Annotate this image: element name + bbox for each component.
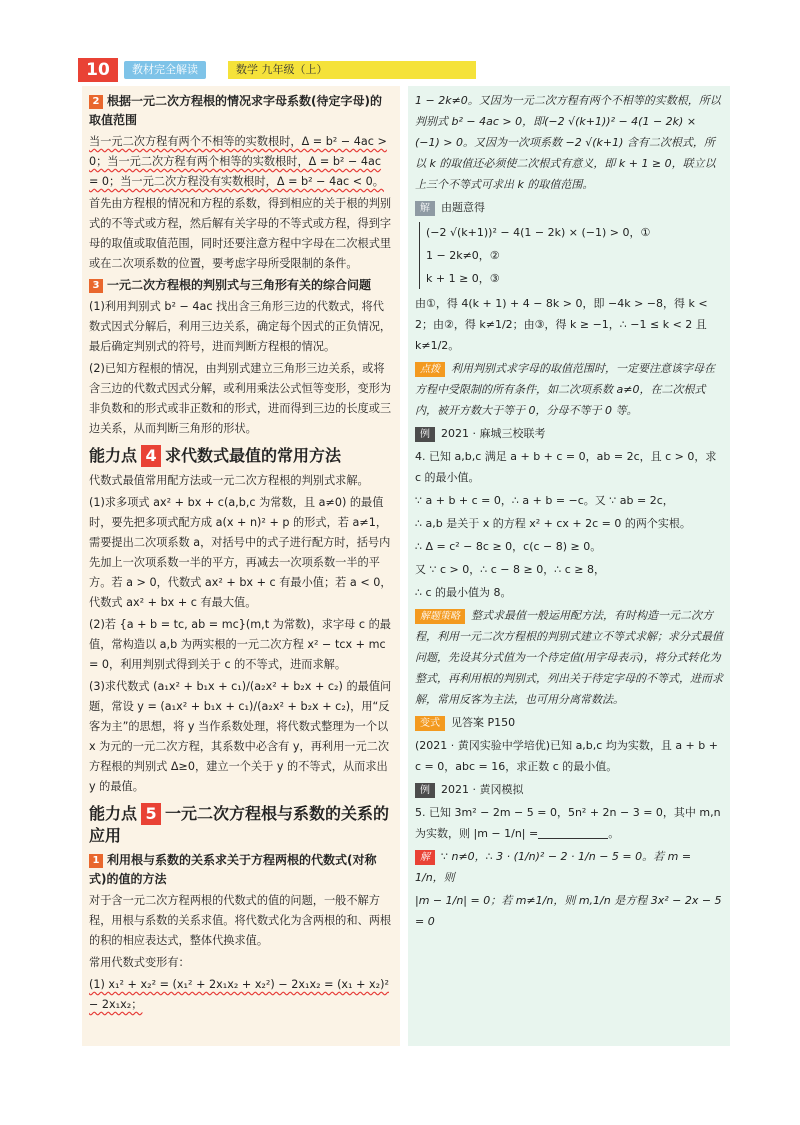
ability-number: 4 — [141, 445, 161, 467]
tip-label: 点拨 — [415, 362, 445, 377]
paragraph: 常用代数式变形有： — [89, 956, 190, 969]
page-number: 10 — [78, 58, 118, 82]
paragraph: (3)求代数式 (a₁x² + b₁x + c₁)/(a₂x² + b₂x + c₂) 的最值问题，常设 y = (a₁x² + b₁x + c₁)/(a₂x² + b₂x + c₂)，用“反客为主”的思想，将 y 当作系数处理，将代数式整理为一个以 x 为元的一元二次方程，其系数中必含有 y，再利用一元二次方程根的判别式 Δ≥0，建立一个关于 y 的不等式，从而求出 y 的最值。 — [89, 680, 392, 793]
ability-point-heading: 能力点 5 一元二次方程根与系数的关系的应用 — [89, 804, 390, 845]
paragraph: 1 − 2k≠0。又因为一元二次方程有两个不相等的实数根，所以判别式 b² − 4ac > 0，即(−2 √(k+1))² − 4(1 − 2k) × (−1) > 0。又因为一次项系数 −2 √(k+1) 含有二次根式，所以 k 的取值还必须使二次根式有意义，即 k + 1 ≥ 0，联立以上三个不等式可求出 k 的取值范围。 — [415, 94, 721, 191]
formula: (1) x₁² + x₂² = (x₁² + 2x₁x₂ + x₂²) − 2x₁x₂ = (x₁ + x₂)² − 2x₁x₂； — [89, 978, 389, 1011]
example-question: 5. 已知 3m² − 2m − 5 = 0，5n² + 2n − 3 = 0，其中 m,n 为实数，则 |m − 1/n| = 。 — [415, 806, 721, 840]
ability-number: 5 — [141, 803, 161, 825]
strategy-label: 解题策略 — [415, 609, 465, 624]
right-column — [408, 86, 730, 1046]
solution-label: 解 — [415, 201, 435, 216]
tip: 点拨 利用判别式求字母的取值范围时，一定要注意该字母在方程中受限制的所有条件，如二次项系数 a≠0，在二次根式内，被开方数大于等于 0，分母不等于 0 等。 — [415, 362, 715, 417]
variant-heading: 变式 见答案 P150 — [415, 712, 723, 733]
page-header — [78, 58, 678, 82]
solution-line: 解 ∵ n≠0，∴ 3 · (1/n)² − 2 · 1/n − 5 = 0。若 m = 1/n，则 — [415, 850, 692, 884]
paragraph: 由①，得 4(k + 1) + 4 − 8k > 0，即 −4k > −8，得 k < 2；由②，得 k≠1/2；由③，得 k ≥ −1，∴ −1 ≤ k < 2 且 k≠1/2。 — [415, 297, 708, 352]
strategy: 解题策略 整式求最值一般运用配方法，有时构造一元二次方程，利用一元二次方程根的判别式建立不等式求解；求分式最值问题，先设其分式值为一个待定值(用字母表示)，将分式转化为整式，再利用根的判别式，列出关于待定字母的不等式，进而求解，常用反客为主法，也可用分离常数法。 — [415, 609, 723, 706]
example-question: 4. 已知 a,b,c 满足 a + b + c = 0，ab = 2c，且 c > 0，求 c 的最小值。 — [415, 450, 717, 484]
left-column — [82, 86, 400, 1046]
paragraph: (1)求多项式 ax² + bx + c(a,b,c 为常数，且 a≠0) 的最值时，要先把多项式配方成 a(x + n)² + p 的形式，若 a≠1，需要提出二次项系数 a，对括号中的式子进行配方时，括号内先加上一次项系数一半的平方，再减去一次项系数一半的平方。若 a > 0，代数式 ax² + bx + c 有最小值；若 a < 0，代数式 ax² + bx + c 有最大值。 — [89, 496, 392, 609]
equation: (−2 √(k+1))² − 4(1 − 2k) × (−1) > 0，① — [426, 226, 651, 239]
example-heading: 例 2021 · 黄冈模拟 — [415, 779, 723, 800]
solution-line: ∴ a,b 是关于 x 的方程 x² + cx + 2c = 0 的两个实根。 — [415, 517, 691, 530]
section-number: 1 — [89, 854, 103, 868]
equation: k + 1 ≥ 0，③ — [426, 272, 500, 285]
book-title: 教材完全解读 — [124, 61, 206, 79]
paragraph: (2)若 {a + b = tc, ab = mc}(m,t 为常数)，求字母 c 的最值，常构造以 a,b 为两实根的一元二次方程 x² − tcx + mc = 0，利用判别式得到关于 c 的不等式，进而求解。 — [89, 618, 391, 671]
paragraph: 首先由方程根的情况和方程的系数，得到相应的关于根的判别式的不等式或方程，然后解有关字母的不等式或方程，得到字母的取值或取值范围，同时还要注意方程中字母在二次根式里或在二次项系数的位置，要考虑字母所受限制的条件。 — [89, 197, 392, 270]
section-title: 3 一元二次方程根的判别式与三角形有关的综合问题 — [89, 276, 393, 295]
ability-point-heading: 能力点 4 求代数式最值的常用方法 — [89, 446, 342, 465]
solution-intro: 解 由题意得 — [415, 197, 723, 218]
solution-line: 又 ∵ c > 0，∴ c − 8 ≥ 0，∴ c ≥ 8， — [415, 563, 605, 576]
section-title: 1 利用根与系数的关系求关于方程两根的代数式(对称式)的值的方法 — [89, 853, 377, 886]
solution-line: ∴ c 的最小值为 8。 — [415, 586, 512, 599]
variant-question: (2021 · 黄冈实验中学培优)已知 a,b,c 均为实数，且 a + b + c = 0，abc = 16，求正数 c 的最小值。 — [415, 739, 718, 773]
paragraph: 代数式最值常用配方法或一元二次方程根的判别式求解。 — [89, 474, 369, 487]
variant-label: 变式 — [415, 716, 445, 731]
equation-system — [419, 222, 723, 289]
paragraph: (1)利用判别式 b² − 4ac 找出含三角形三边的代数式，将代数式因式分解后，利用三边关系，确定每个因式的正负情况，最后确定判别式的符号，进而判断方程根的情况。 — [89, 300, 392, 353]
example-label: 例 — [415, 783, 435, 798]
example-label: 例 — [415, 427, 435, 442]
paragraph: 对于含一元二次方程两根的代数式的值的问题，一般不解方程，用根与系数的关系求值。将代数式化为含两根的和、两根的积的相应表达式，整体代换求值。 — [89, 894, 392, 947]
example-heading: 例 2021 · 麻城三校联考 — [415, 423, 723, 444]
answer-blank — [538, 826, 608, 839]
section-title: 2 根据一元二次方程根的情况求字母系数(待定字母)的取值范围 — [89, 94, 382, 127]
paragraph: 当一元二次方程有两个不相等的实数根时，Δ = b² − 4ac > 0；当一元二次方程有两个相等的实数根时，Δ = b² − 4ac = 0；当一元二次方程没有实数根时，Δ = b² − 4ac < 0。 — [89, 135, 387, 188]
section-number: 3 — [89, 279, 103, 293]
solution-line: ∵ a + b + c = 0，∴ a + b = −c。又 ∵ ab = 2c， — [415, 494, 674, 507]
subject-label: 数学 九年级（上） — [228, 61, 476, 79]
section-number: 2 — [89, 95, 103, 109]
paragraph: (2)已知方程根的情况，由判别式建立三角形三边关系，或将含三边的代数式因式分解，或利用乘法公式恒等变形，变形为非负数和的形式或非正数和的形式，进而得到三边的长度或三边关系，从而判断三角形的形状。 — [89, 362, 392, 435]
solution-line: |m − 1/n| = 0；若 m≠1/n，则 m,1/n 是方程 3x² − 2x − 5 = 0 — [415, 894, 722, 928]
equation: 1 − 2k≠0，② — [426, 249, 500, 262]
solution-line: ∴ Δ = c² − 8c ≥ 0，c(c − 8) ≥ 0。 — [415, 540, 602, 553]
solution-label: 解 — [415, 850, 435, 865]
